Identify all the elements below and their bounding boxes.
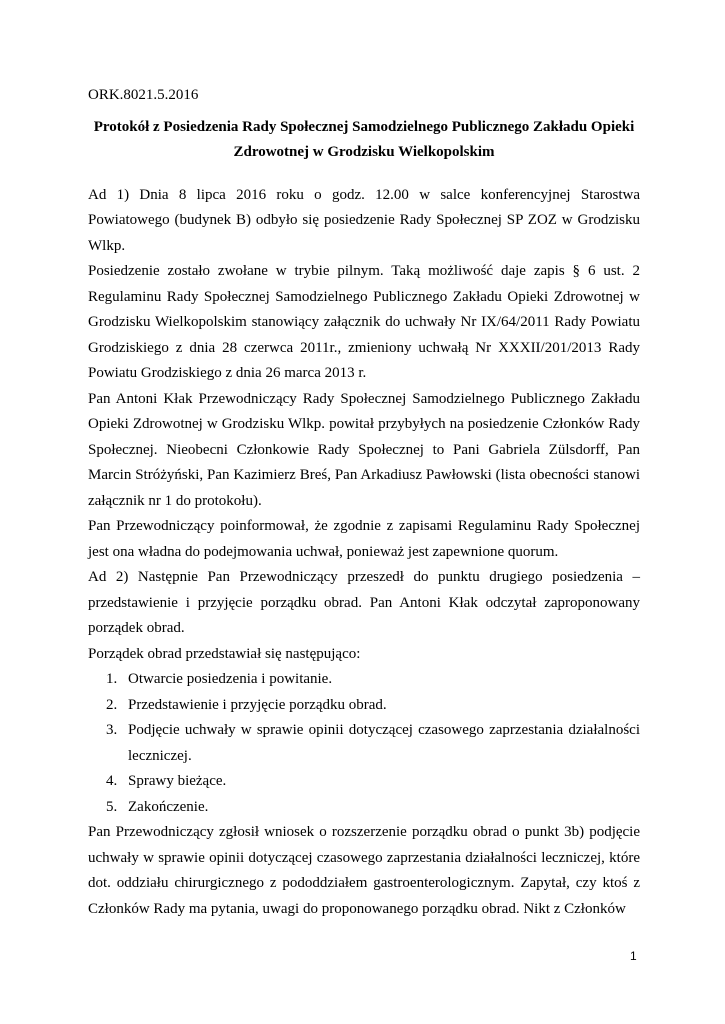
- agenda-item-text: Przedstawienie i przyjęcie porządku obrad.: [128, 696, 387, 713]
- agenda-item: [106, 795, 640, 821]
- paragraph-ad2: Ad 2) Następnie Pan Przewodniczący przeszedł do punktu drugiego posiedzenia – przedstawienie i przyjęcie porządku obrad. Pan Antoni Kłak odczytał zaproponowany porządek obrad.: [88, 569, 640, 636]
- agenda-list: [88, 667, 640, 820]
- paragraph-ad1: Ad 1) Dnia 8 lipca 2016 roku o godz. 12.00 w salce konferencyjnej Starostwa Powiatowego (budynek B) odbyło się posiedzenie Rady Społecznej SP ZOZ w Grodzisku Wlkp.: [88, 186, 640, 254]
- paragraph-agenda-intro: Porządek obrad przedstawiał się następująco:: [88, 645, 361, 662]
- agenda-item-text: Zakończenie.: [128, 798, 209, 815]
- paragraph-quorum: Pan Przewodniczący poinformował, że zgodnie z zapisami Regulaminu Rady Społecznej jest ona władna do podejmowania uchwał, ponieważ jest zapewnione quorum.: [88, 518, 640, 560]
- agenda-item-number: 5.: [106, 798, 118, 815]
- document-body: [88, 83, 640, 922]
- agenda-item: [106, 667, 640, 693]
- document-title-line-2: Zdrowotnej w Grodzisku Wielkopolskim: [233, 144, 495, 160]
- agenda-item-text: Otwarcie posiedzenia i powitanie.: [128, 671, 333, 687]
- agenda-item-number: 4.: [106, 773, 118, 789]
- page-number: 1: [630, 949, 637, 963]
- agenda-item-text: Sprawy bieżące.: [128, 773, 227, 789]
- agenda-item: [106, 693, 640, 719]
- agenda-item-number: 3.: [106, 722, 118, 738]
- paragraph-convening: Posiedzenie zostało zwołane w trybie pilnym. Taką możliwość daje zapis § 6 ust. 2 Regulaminu Rady Społecznej Samodzielnego Publicznego Zakładu Opieki Zdrowotnej w Grodzisku Wielkopolskim stanowiący załącznik do uchwały Nr IX/64/2011 Rady Powiatu Grodziskiego z dnia 28 czerwca 2011r., zmieniony uchwałą Nr XXXII/201/2013 Rady Powiatu Grodziskiego z dnia 26 marca 2013 r.: [88, 263, 640, 381]
- agenda-item: [106, 718, 640, 769]
- agenda-item-text: Podjęcie uchwały w sprawie opinii dotyczącej czasowego zaprzestania działalności leczniczej.: [128, 722, 640, 764]
- agenda-item-number: 2.: [106, 696, 118, 713]
- document-reference: ORK.8021.5.2016: [88, 87, 199, 103]
- document-title: [88, 115, 640, 166]
- agenda-item-number: 1.: [106, 671, 118, 687]
- paragraph-agenda-extension: Pan Przewodniczący zgłosił wniosek o rozszerzenie porządku obrad o punkt 3b) podjęcie uchwały w sprawie opinii dotyczącej czasowego zaprzestania działalności leczniczej, które dot. oddziału chirurgicznego z pododdziałem gastroenterologicznym. Zapytał, czy ktoś z Członków Rady ma pytania, uwagi do proponowanego porządku obrad. Nikt z Członków: [88, 824, 640, 917]
- document-title-line-1: Protokół z Posiedzenia Rady Społecznej Samodzielnego Publicznego Zakładu Opieki: [93, 118, 635, 135]
- agenda-item: [106, 769, 640, 795]
- paragraph-attendance: Pan Antoni Kłak Przewodniczący Rady Społecznej Samodzielnego Publicznego Zakładu Opieki Zdrowotnej w Grodzisku Wlkp. powitał przybyłych na posiedzenie Członków Rady Społecznej. Nieobecni Członkowie Rady Społecznej to Pani Gabriela Zülsdorff, Pan Marcin Stróżyński, Pan Kazimierz Breś, Pan Arkadiusz Pawłowski (lista obecności stanowi załącznik nr 1 do protokołu).: [88, 390, 640, 509]
